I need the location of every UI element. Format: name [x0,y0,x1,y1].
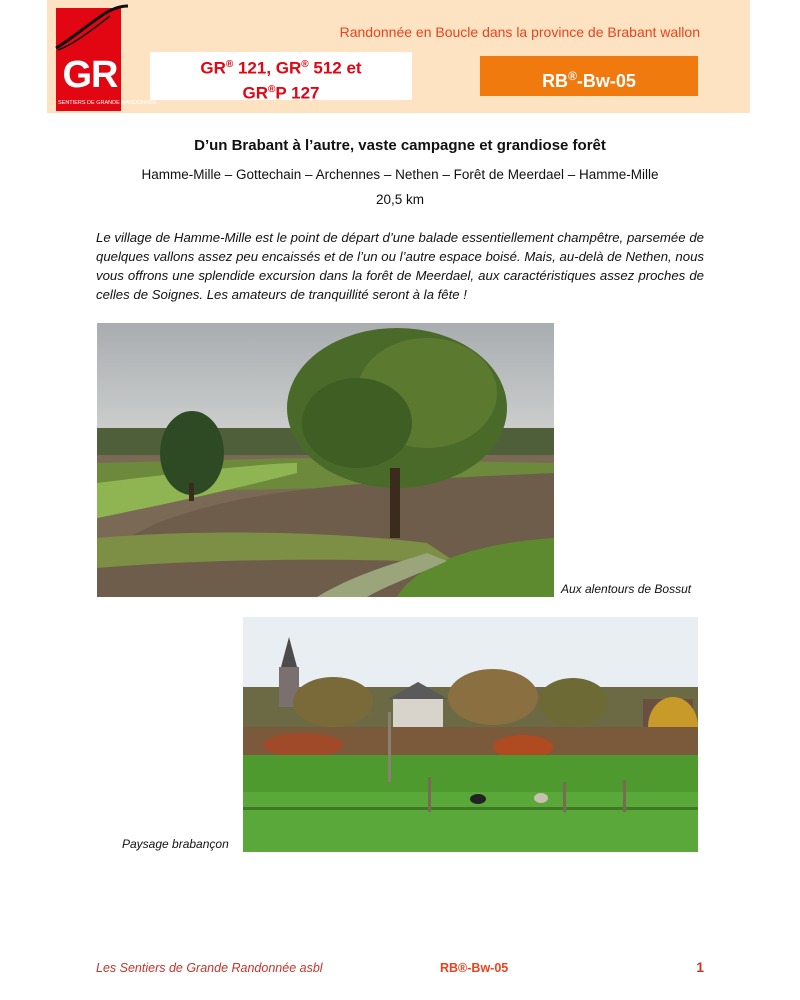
footer-organization: Les Sentiers de Grande Randonnée asbl [96,961,323,975]
intro-paragraph: Le village de Hamme-Mille est le point de départ d’une balade essentiellement champêtre, parsemée de quelques vallons assez peu encaissés et de l’un ou l’autre espace boisé. Mais, au-delà de Nethen, nous vous offrons une splendide excursion dans la forêt de Meerdael, aux caractéristiques assez proches de celles de Soignes. Les amateurs de tranquillité seront à la fête ! [96,230,704,302]
photo-brabant-landscape [243,617,698,852]
route-description: Hamme-Mille – Gottechain – Archennes – Nethen – Forêt de Meerdael – Hamme-Mille [141,167,659,182]
photo-bossut [97,323,554,597]
photo-caption: Aux alentours de Bossut [561,582,692,596]
route-distance: 20,5 km [375,192,425,207]
logo-letters: GR [62,54,118,96]
page-title: D’un Brabant à l’autre, vaste campagne et grandiose forêt [194,137,606,154]
header-title: Randonnée en Boucle dans la province de Brabant wallon [339,24,700,40]
footer-route-code: RB®-Bw-05 [440,961,509,975]
gr-routes-label: GR® 121, GR® 512 et GR®P 127 [200,58,362,103]
photo-caption: Paysage brabançon [122,837,229,851]
rb-code-label: RB®-Bw-05 [542,69,636,91]
page-number: 1 [696,959,704,975]
logo-subtitle: SENTIERS DE GRANDE RANDONNÉE [58,100,157,106]
